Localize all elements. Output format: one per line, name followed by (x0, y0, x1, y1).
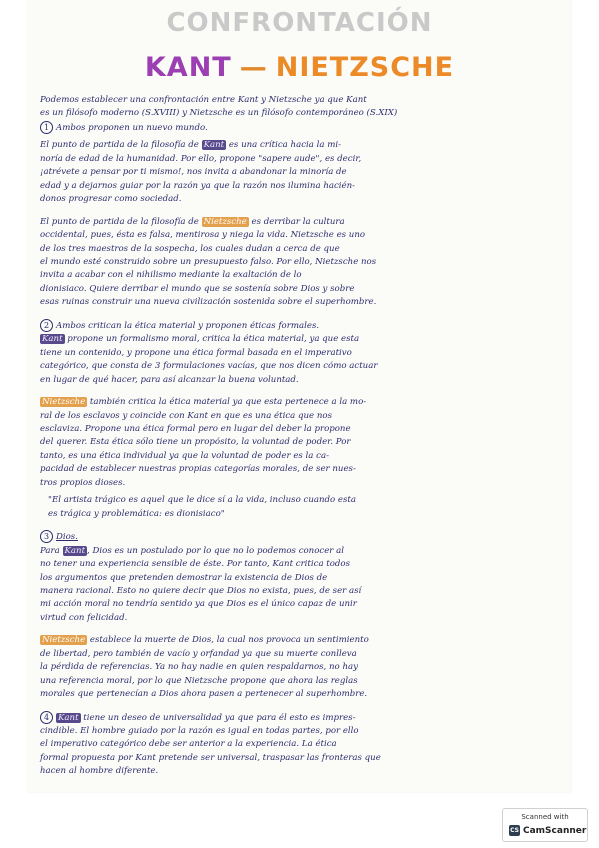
paragraph-line: pacidad de establecer nuestras propias categorías morales, de ser nues- (40, 464, 356, 475)
text-fragment: tiene un deseo de universalidad ya que para él esto es impres- (83, 712, 356, 723)
text-fragment: propone un formalismo moral, critica la ética material, ya que esta (67, 334, 360, 345)
paragraph-line: occidental, pues, ésta es falsa, mentirosa y niega la vida. Nietzsche es uno (40, 230, 366, 241)
paragraph-line: virtud con felicidad. (40, 612, 128, 623)
page-title: CONFRONTACIÓN (166, 8, 433, 38)
paragraph-line: tiene un contenido, y propone una ética formal basada en el imperativo (40, 347, 352, 358)
subtitle-kant: KANT (144, 52, 232, 83)
quote-line: es trágica y problemática: es dionisiaco" (48, 508, 225, 519)
highlight-kant: Kant (42, 334, 63, 345)
subtitle-nietzsche: NIETZSCHE (275, 52, 455, 83)
paragraph-line: una referencia moral, por lo que Nietzsche propone que ahora las reglas (40, 675, 358, 686)
intro-line: es un filósofo moderno (S.XVIII) y Nietzsche es un filósofo contemporáneo (S.XIX) (40, 108, 398, 119)
paragraph-line: esclaviza. Propone una ética formal pero en lugar del deber la propone (40, 423, 351, 434)
paragraph-line: invita a acabar con el nihilismo mediante la exaltación de lo (40, 270, 302, 281)
paragraph-line: esas ruinas construir una nueva civilización sostenida sobre el superhombre. (40, 297, 377, 308)
highlight-nietzsche: Nietzsche (42, 397, 86, 408)
highlight-kant: Kant (64, 545, 86, 556)
camscanner-icon: CS (510, 827, 519, 834)
text-fragment: El punto de partida de la filosofía de (40, 140, 199, 151)
paragraph-line: tanto, es una ética individual ya que la voluntad de poder es la ca- (40, 450, 330, 461)
scanned-page (28, 0, 571, 792)
paragraph-line: cindible. El hombre guiado por la razón es igual en todas partes, por ello (40, 726, 359, 737)
section-heading-text: Ambos critican la ética material y proponen éticas formales. (56, 320, 320, 331)
paragraph-line: manera racional. Esto no quiere decir que Dios no exista, pues, de ser así (40, 585, 362, 596)
text-fragment: es derribar la cultura (251, 216, 345, 227)
paragraph-line: el imperativo categórico debe ser anterior a la experiencia. La ética (40, 739, 337, 750)
highlight-nietzsche: Nietzsche (203, 216, 247, 227)
paragraph-line: de los tres maestros de la sospecha, los cuales dudan a cerca de que (40, 243, 340, 254)
paragraph-line: el mundo esté construido sobre un presupuesto falso. Por ello, Nietzsche nos (40, 256, 377, 267)
highlight-kant: Kant (58, 712, 79, 723)
paragraph-line (40, 711, 562, 725)
section-number-3: 3 (40, 530, 53, 543)
text-fragment: también critica la ética material ya que esta pertenece a la mo- (89, 397, 367, 408)
paragraph-line: dionisiaco. Quiere derribar el mundo que se sostenía sobre Dios y sobre (40, 283, 355, 294)
camscanner-watermark (502, 808, 588, 842)
paragraph-line: tros propios dioses. (40, 477, 126, 488)
watermark-brand-text: CamScanner (523, 826, 587, 836)
section-number-2: 2 (40, 319, 53, 332)
paragraph-line: noría de edad de la humanidad. Por ello, propone "sapere aude", es decir, (40, 153, 362, 164)
paragraph-line (40, 216, 562, 229)
section-heading-text: Dios. (56, 532, 78, 543)
paragraph-line (40, 333, 562, 346)
text-fragment: Para (40, 545, 60, 556)
watermark-caption: Scanned with (521, 813, 569, 821)
page-subtitle (28, 52, 571, 83)
section-2-heading (40, 319, 562, 333)
paragraph-line: formal propuesta por Kant pretende ser universal, traspasar las fronteras que (40, 752, 381, 763)
paragraph-line (40, 634, 562, 647)
paragraph-line: donos progresar como sociedad. (40, 194, 182, 205)
paragraph-line: en lugar de qué hacer, para así alcanzar la buena voluntad. (40, 374, 299, 385)
paragraph-line (40, 545, 562, 558)
text-fragment: El punto de partida de la filosofía de (40, 216, 199, 227)
section-1-heading (40, 121, 562, 135)
section-number-4: 4 (40, 711, 53, 724)
highlight-kant: Kant (203, 140, 225, 151)
section-heading-text: Ambos proponen un nuevo mundo. (56, 122, 208, 133)
paragraph-line: de libertad, pero también de vacío y orfandad ya que su muerte conlleva (40, 648, 357, 659)
section-3-heading (40, 530, 562, 544)
intro-line: Podemos establecer una confrontación entre Kant y Nietzsche ya que Kant (40, 95, 367, 105)
paragraph-line (40, 139, 562, 152)
highlight-nietzsche: Nietzsche (42, 635, 86, 646)
text-fragment: establece la muerte de Dios, la cual nos provoca un sentimiento (89, 635, 369, 646)
subtitle-dash: — (239, 52, 268, 83)
paragraph-line: hacen al hombre diferente. (40, 766, 159, 777)
paragraph-line: ¡atrévete a pensar por ti mismo!, nos invita a abandonar la minoría de (40, 167, 347, 178)
quote-line: "El artista trágico es aquel que le dice sí a la vida, incluso cuando esta (48, 495, 356, 506)
paragraph-line: la pérdida de referencias. Ya no hay nadie en quien respaldarnos, no hay (40, 662, 358, 673)
text-fragment: , Dios es un postulado por lo que no lo podemos conocer al (87, 545, 344, 556)
paragraph-line: categórico, que consta de 3 formulaciones vacías, que nos dicen cómo actuar (40, 361, 378, 372)
paragraph-line: mi acción moral no tendría sentido ya que Dios es el único capaz de unir (40, 599, 357, 610)
text-fragment: es una crítica hacia la mi- (228, 140, 342, 151)
paragraph-line: no tener una experiencia sensible de éste. Por tanto, Kant critica todos (40, 559, 351, 570)
paragraph-line (40, 396, 562, 409)
section-number-1: 1 (40, 121, 53, 134)
paragraph-line: morales que pertenecían a Dios ahora pasen a pertenecer al superhombre. (40, 689, 368, 700)
paragraph-line: los argumentos que pretenden demostrar la existencia de Dios de (40, 572, 328, 583)
handwritten-body (40, 94, 562, 779)
paragraph-line: ral de los esclavos y coincide con Kant en que es una ética que nos (40, 410, 332, 421)
paragraph-line: edad y a dejarnos guiar por la razón ya que la razón nos ilumina hacién- (40, 180, 356, 191)
watermark-brand (509, 825, 586, 836)
paragraph-line: del querer. Esta ética sólo tiene un propósito, la voluntad de poder. Por (40, 437, 351, 448)
